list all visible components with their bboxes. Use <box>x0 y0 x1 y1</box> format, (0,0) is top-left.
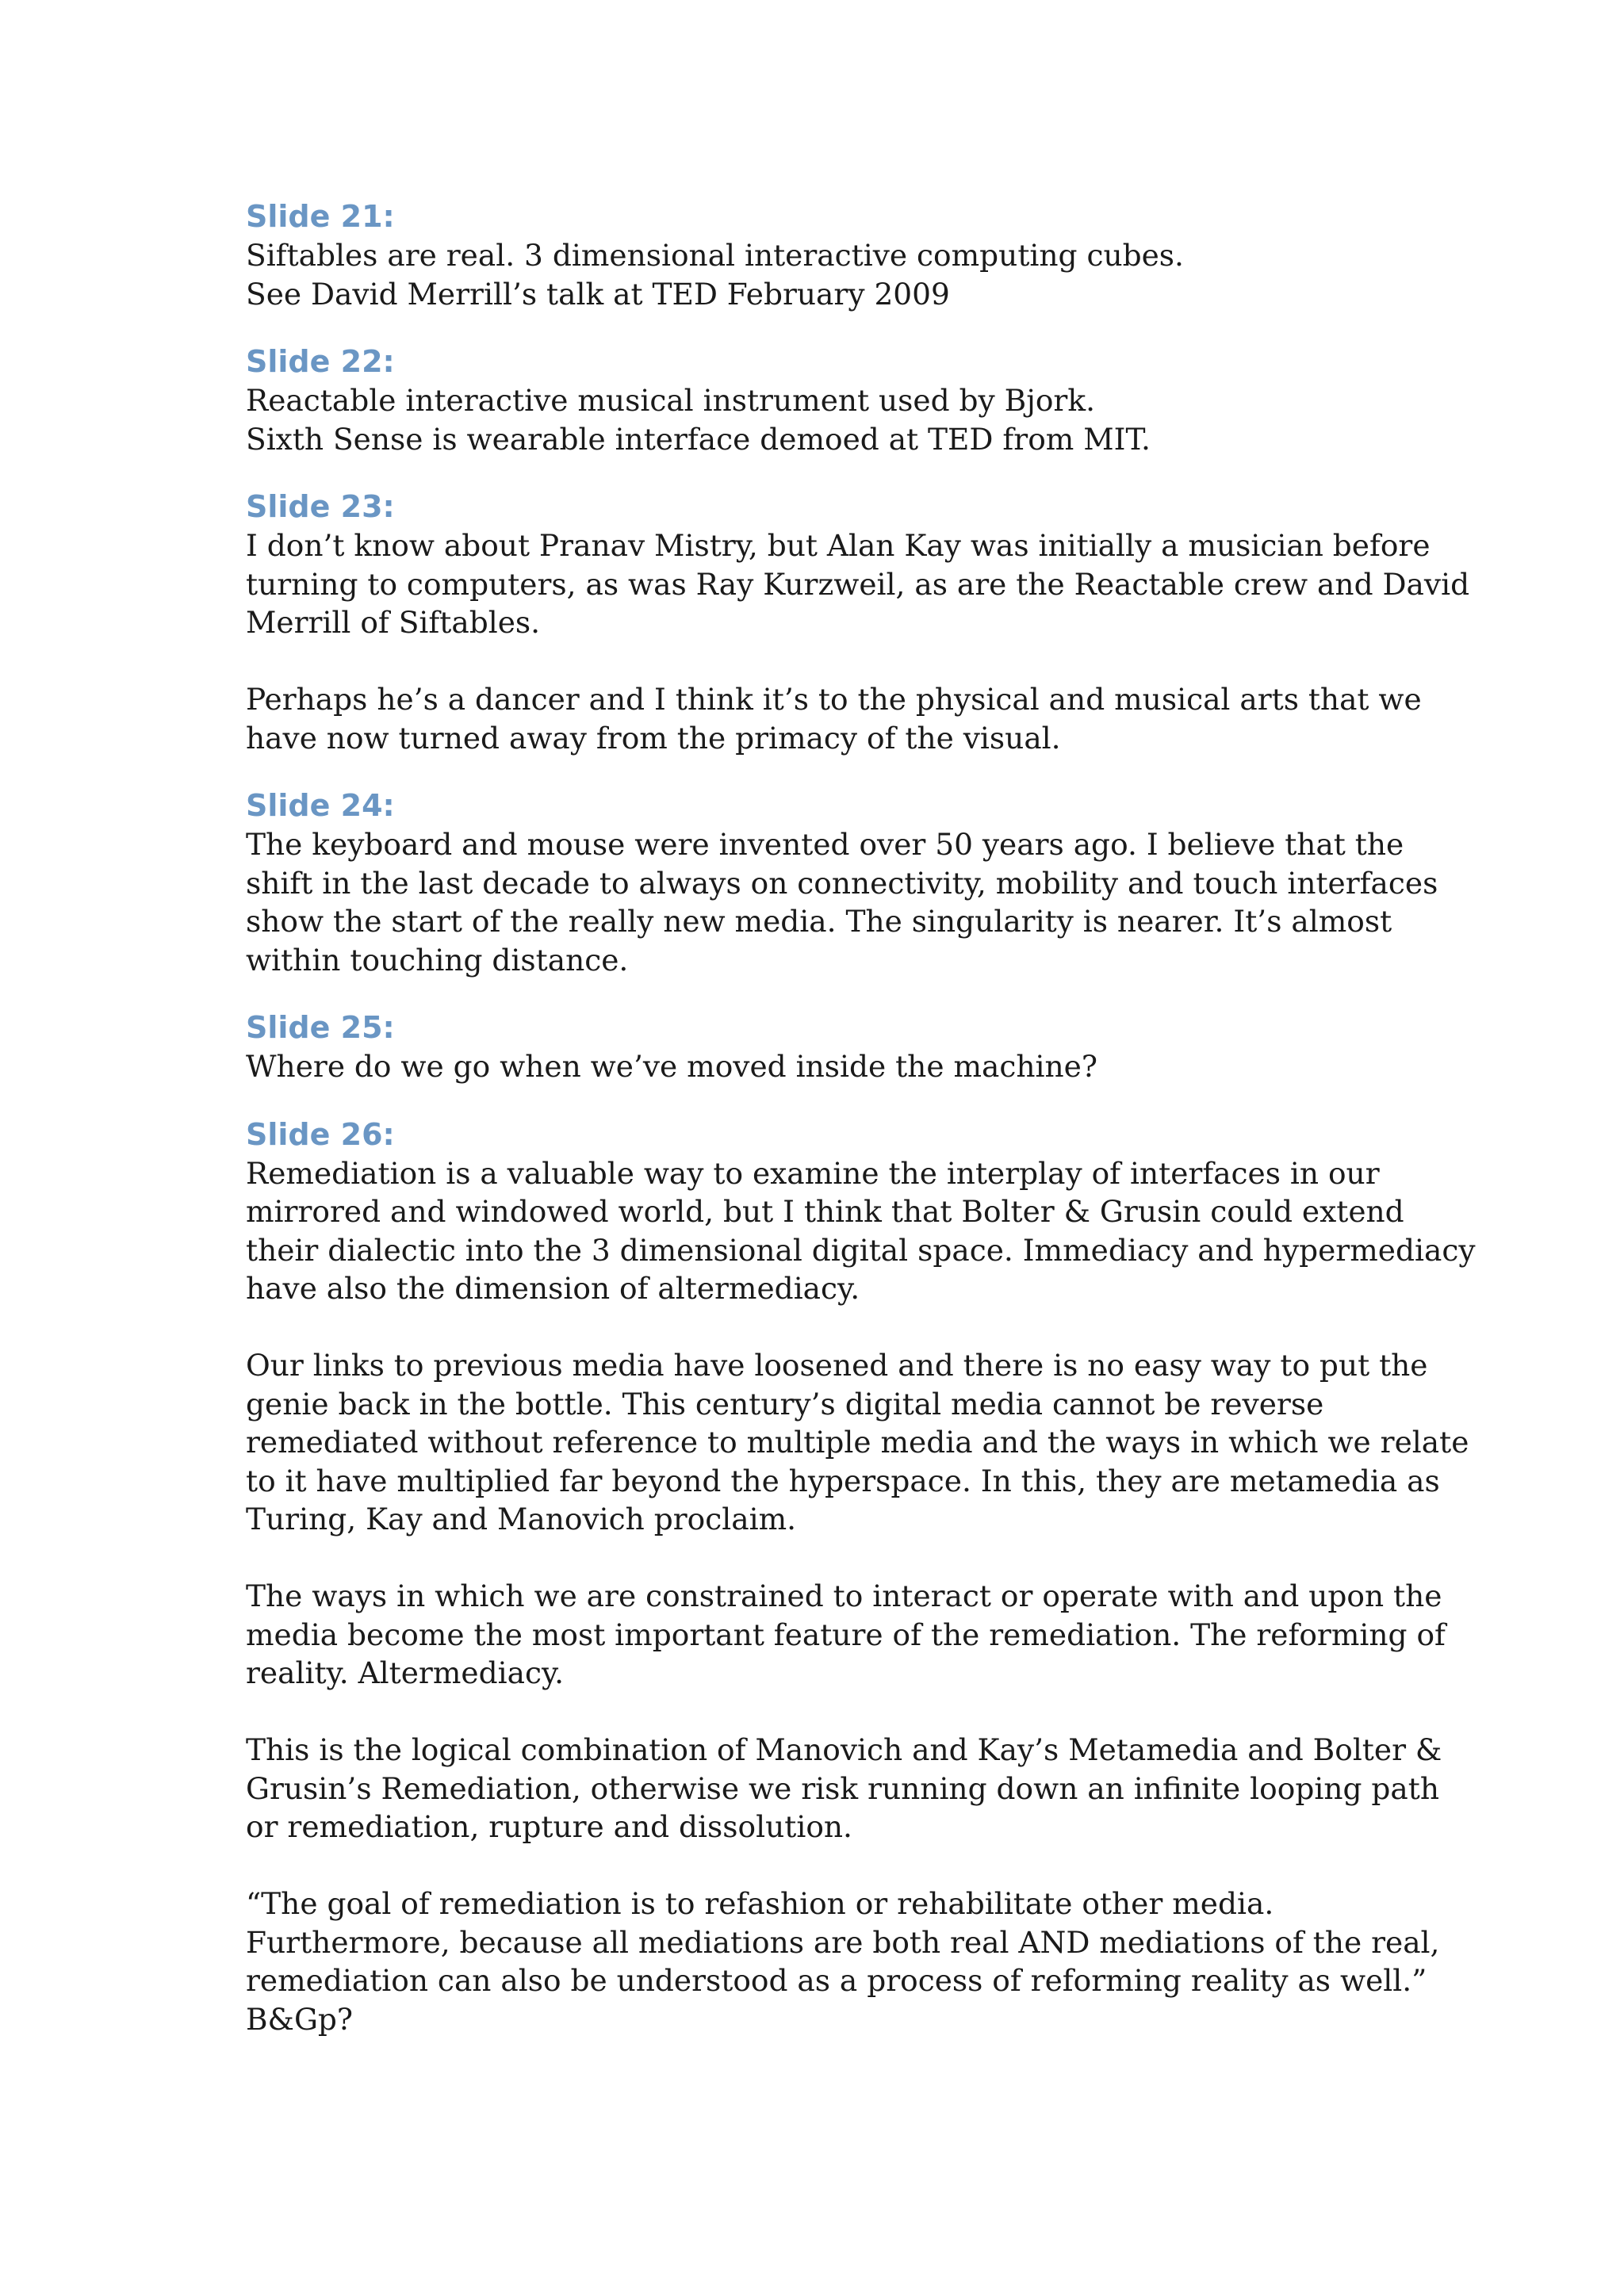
body-text-line: “The goal of remediation is to refashion or rehabilitate other media. <box>246 1886 1274 1921</box>
body-text-line: Our links to previous media have loosened and there is no easy way to put the <box>246 1348 1428 1383</box>
body-text-line: remediation can also be understood as a process of reforming reality as well.” <box>246 1963 1427 1998</box>
slide-notes-block <box>246 197 1388 313</box>
body-text-line: genie back in the bottle. This century’s digital media cannot be reverse <box>246 1386 1324 1422</box>
body-text-line: to it have multiplied far beyond the hyperspace. In this, they are metamedia as <box>246 1463 1440 1498</box>
paragraph-break <box>246 1308 1388 1347</box>
body-text-line: The keyboard and mouse were invented over 50 years ago. I believe that the <box>246 827 1404 862</box>
slide-notes-block <box>246 487 1470 757</box>
body-text-line: I don’t know about Pranav Mistry, but Alan Kay was initially a musician before <box>246 528 1431 563</box>
paragraph-break <box>246 642 1388 681</box>
slide-heading: Slide 25: <box>246 1010 395 1045</box>
body-text-line: have now turned away from the primacy of the visual. <box>246 720 1061 756</box>
body-text-line: See David Merrill’s talk at TED February 2009 <box>246 276 950 312</box>
body-text-line: reality. Altermediacy. <box>246 1655 565 1690</box>
slide-heading: Slide 26: <box>246 1116 395 1152</box>
paragraph-break <box>246 1846 1388 1885</box>
body-text-line: Reactable interactive musical instrument used by Bjork. <box>246 383 1095 418</box>
slide-heading: Slide 24: <box>246 788 395 823</box>
body-text-line: B&Gp? <box>246 2001 354 2037</box>
body-text-line: Perhaps he’s a dancer and I think it’s to the physical and musical arts that we <box>246 682 1422 717</box>
body-text-line: or remediation, rupture and dissolution. <box>246 1809 852 1844</box>
body-text-line: This is the logical combination of Manovich and Kay’s Metamedia and Bolter & <box>246 1732 1442 1767</box>
body-text-line: Grusin’s Remediation, otherwise we risk running down an infinite looping path <box>246 1770 1439 1806</box>
slide-notes-block <box>246 786 1438 979</box>
body-text-line: show the start of the really new media. The singularity is nearer. It’s almost <box>246 904 1392 939</box>
slide-heading: Slide 23: <box>246 489 395 524</box>
paragraph-break <box>246 1539 1388 1578</box>
body-text-line: Remediation is a valuable way to examine the interplay of interfaces in our <box>246 1155 1380 1191</box>
body-text-line: remediated without reference to multiple media and the ways in which we relate <box>246 1425 1469 1460</box>
body-text-line: media become the most important feature of the remediation. The reforming of <box>246 1617 1446 1652</box>
slide-notes-block <box>246 342 1388 458</box>
body-text-line: within touching distance. <box>246 942 629 978</box>
body-text-line: turning to computers, as was Ray Kurzweil, as are the Reactable crew and David <box>246 566 1470 602</box>
body-text-line: Sixth Sense is wearable interface demoed at TED from MIT. <box>246 421 1151 457</box>
notes-content <box>246 197 1476 2067</box>
slide-notes-block <box>246 1008 1388 1086</box>
body-text-line: mirrored and windowed world, but I think that Bolter & Grusin could extend <box>246 1194 1404 1229</box>
body-text-line: their dialectic into the 3 dimensional digital space. Immediacy and hypermediacy <box>246 1232 1476 1268</box>
body-text-line: Furthermore, because all mediations are both real AND mediations of the real, <box>246 1924 1440 1960</box>
body-text-line: Turing, Kay and Manovich proclaim. <box>246 1502 797 1536</box>
body-text-line: Siftables are real. 3 dimensional interactive computing cubes. <box>246 238 1184 273</box>
body-text-line: shift in the last decade to always on connectivity, mobility and touch interfaces <box>246 865 1438 901</box>
body-text-line: Merrill of Siftables. <box>246 605 541 640</box>
body-text-line: have also the dimension of altermediacy. <box>246 1271 860 1306</box>
body-text-line: Where do we go when we’ve moved inside the machine? <box>246 1049 1097 1084</box>
slide-heading: Slide 22: <box>246 344 395 379</box>
slide-heading: Slide 21: <box>246 199 395 234</box>
paragraph-break <box>246 1693 1388 1732</box>
body-text-line: The ways in which we are constrained to interact or operate with and upon the <box>246 1578 1442 1613</box>
slide-notes-block <box>246 1115 1476 2039</box>
